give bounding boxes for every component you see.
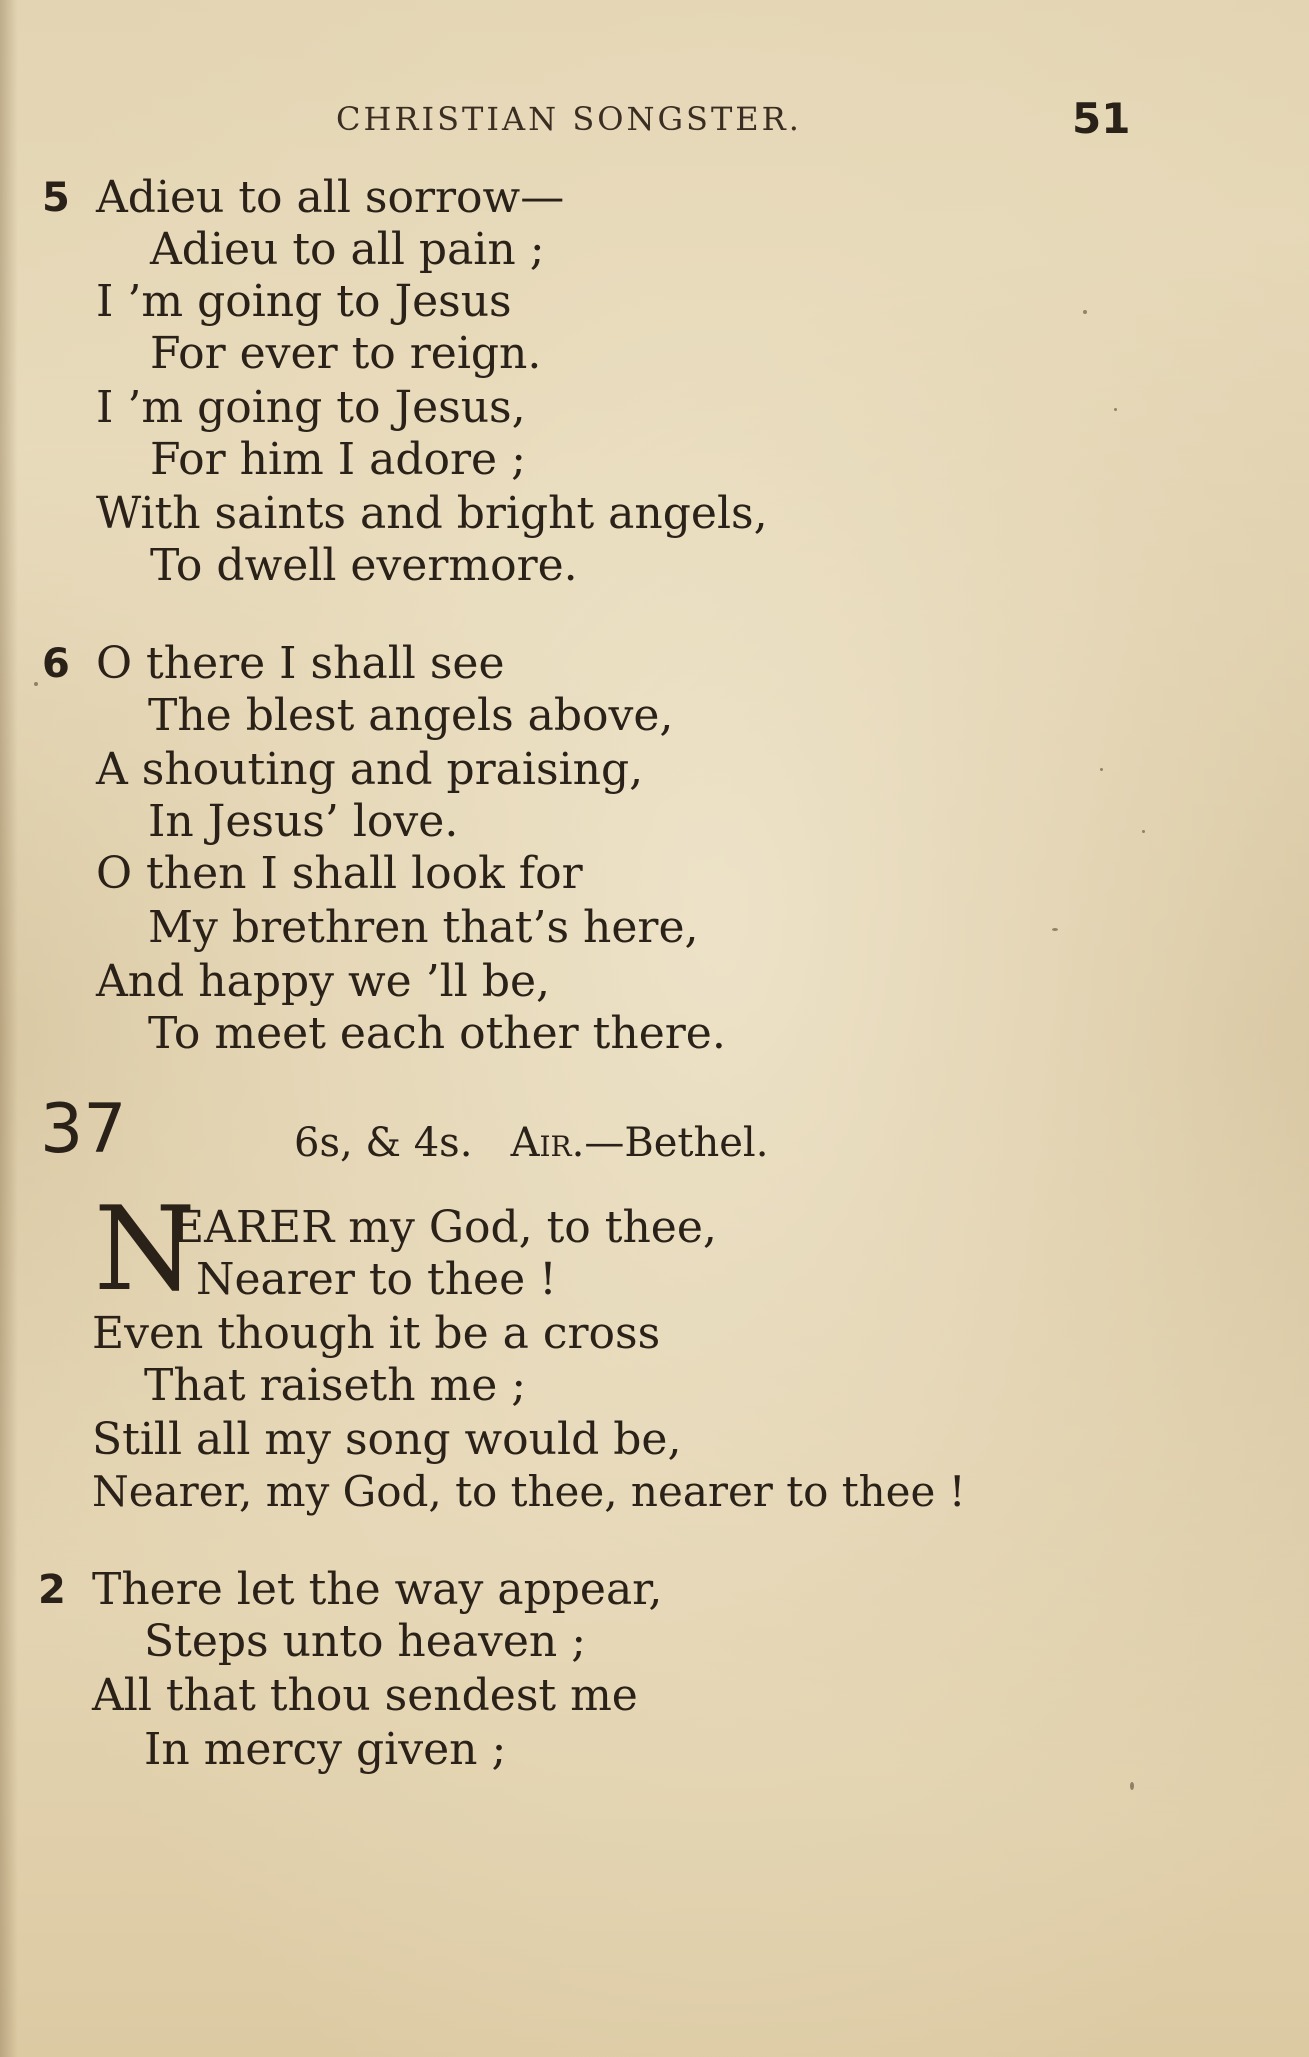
hymn-meter: 6s, & 4s. (294, 1120, 473, 1166)
verse-line: Nearer, my God, to thee, nearer to thee ! (92, 1467, 966, 1516)
verse-line: For ever to reign. (150, 328, 542, 379)
verse-line: Adieu to all pain ; (150, 224, 545, 275)
verse-number: 5 (42, 175, 70, 221)
tune-name: .—Bethel. (571, 1120, 769, 1166)
verse-line: The blest angels above, (148, 690, 674, 741)
verse-line: There let the way appear, (92, 1564, 663, 1615)
page-header (0, 94, 1309, 150)
page-number: 51 (1072, 94, 1131, 143)
air-label: Air (510, 1120, 572, 1166)
verse-line: I ’m going to Jesus, (96, 382, 526, 433)
verse-line: O there I shall see (96, 638, 505, 689)
hymn-meter-and-tune (294, 1120, 768, 1166)
verse-line: O then I shall look for (96, 848, 583, 899)
verse-line: For him I adore ; (150, 434, 526, 485)
hymn-heading (0, 1090, 1309, 1170)
verse-line: Adieu to all sorrow— (96, 172, 565, 223)
verse-number: 2 (38, 1567, 66, 1613)
paper-speck (1100, 768, 1103, 771)
paper-speck (1052, 928, 1058, 931)
verse-line: Steps unto heaven ; (144, 1616, 587, 1667)
paper-speck (1114, 408, 1117, 411)
verse-line: All that thou sendest me (92, 1670, 638, 1721)
paper-speck (1083, 310, 1087, 314)
running-head: CHRISTIAN SONGSTER. (336, 100, 802, 138)
paper-speck (1130, 1782, 1134, 1790)
verse-line: EARER my God, to thee, (172, 1202, 717, 1253)
drop-cap: N (94, 1182, 196, 1317)
verse-line: Even though it be a cross (92, 1308, 661, 1359)
verse-line: My brethren that’s here, (148, 902, 699, 953)
verse-line: That raiseth me ; (144, 1360, 527, 1411)
verse-line: A shouting and praising, (96, 744, 644, 795)
verse-line: In mercy given ; (144, 1724, 507, 1775)
paper-speck (1142, 830, 1145, 833)
verse-line: Still all my song would be, (92, 1414, 682, 1465)
verse-line: With saints and bright angels, (96, 488, 768, 539)
hymn-number: 37 (40, 1090, 127, 1169)
page-gutter-shadow (0, 0, 18, 2057)
verse-line: To meet each other there. (148, 1008, 726, 1059)
paper-speck (34, 682, 38, 686)
verse-line: In Jesus’ love. (148, 796, 459, 847)
verse-line: Nearer to thee ! (196, 1254, 557, 1305)
verse-line: And happy we ’ll be, (96, 956, 551, 1007)
verse-number: 6 (42, 641, 70, 687)
verse-line: I ’m going to Jesus (96, 276, 512, 327)
verse-line: To dwell evermore. (150, 540, 578, 591)
